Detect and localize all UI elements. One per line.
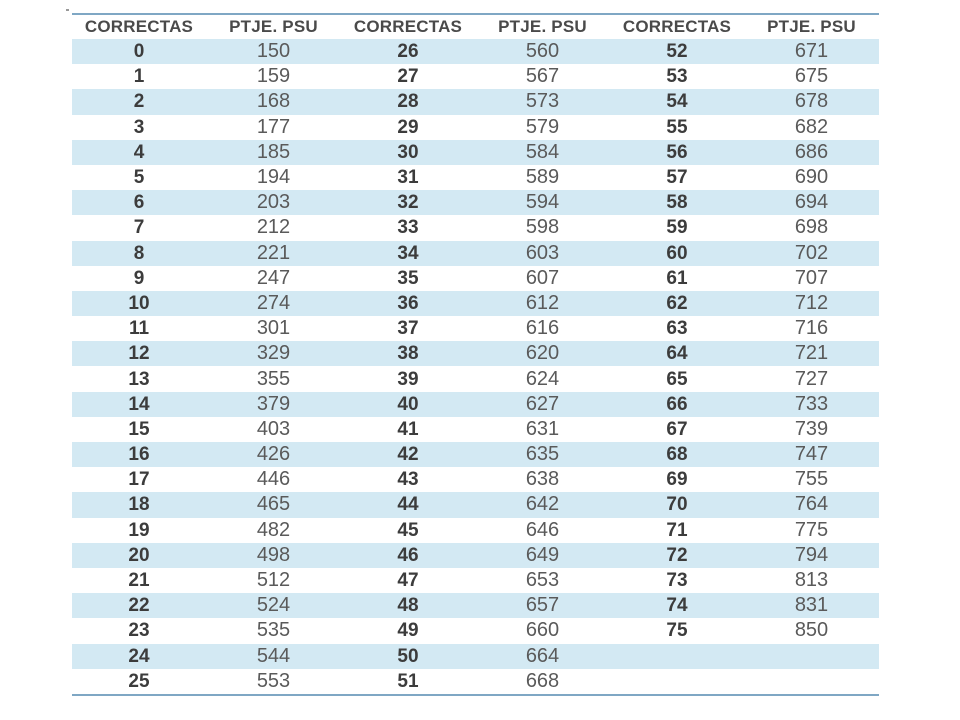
correctas-cell: 31 [341,165,475,190]
puntaje-cell: 379 [206,392,341,417]
correctas-cell: 66 [610,392,744,417]
correctas-cell: 46 [341,543,475,568]
puntaje-cell: 544 [206,644,341,669]
puntaje-cell: 150 [206,39,341,64]
puntaje-cell: 301 [206,316,341,341]
puntaje-cell: 274 [206,291,341,316]
correctas-cell: 4 [72,140,206,165]
table-row [72,568,879,593]
correctas-cell: 40 [341,392,475,417]
correctas-cell: 43 [341,467,475,492]
correctas-cell: 39 [341,366,475,391]
puntaje-cell: 512 [206,568,341,593]
puntaje-cell: 721 [744,341,879,366]
puntaje-cell: 403 [206,417,341,442]
correctas-cell: 35 [341,266,475,291]
correctas-cell: 63 [610,316,744,341]
correctas-cell: 47 [341,568,475,593]
correctas-cell: 59 [610,215,744,240]
puntaje-cell: 620 [475,341,610,366]
correctas-cell: 2 [72,89,206,114]
puntaje-cell: 716 [744,316,879,341]
puntaje-cell: 426 [206,442,341,467]
puntaje-cell: 733 [744,392,879,417]
puntaje-cell: 573 [475,89,610,114]
puntaje-cell: 794 [744,543,879,568]
puntaje-cell: 653 [475,568,610,593]
correctas-cell: 51 [341,669,475,695]
table-row [72,543,879,568]
table-row [72,115,879,140]
puntaje-cell: 690 [744,165,879,190]
puntaje-cell: 194 [206,165,341,190]
puntaje-cell: 624 [475,366,610,391]
puntaje-cell: 221 [206,241,341,266]
puntaje-cell: 675 [744,64,879,89]
puntaje-cell [744,644,879,669]
table-row [72,593,879,618]
table-row [72,644,879,669]
puntaje-cell: 664 [475,644,610,669]
table-row [72,316,879,341]
puntaje-cell: 850 [744,618,879,643]
puntaje-cell: 635 [475,442,610,467]
correctas-cell: 21 [72,568,206,593]
puntaje-cell: 831 [744,593,879,618]
correctas-cell [610,669,744,695]
puntaje-cell: 560 [475,39,610,64]
table-row [72,341,879,366]
puntaje-cell: 355 [206,366,341,391]
puntaje-cell: 159 [206,64,341,89]
puntaje-cell: 646 [475,518,610,543]
correctas-cell: 44 [341,492,475,517]
puntaje-cell: 739 [744,417,879,442]
puntaje-cell: 247 [206,266,341,291]
puntaje-cell: 329 [206,341,341,366]
correctas-cell: 24 [72,644,206,669]
correctas-cell: 3 [72,115,206,140]
correctas-cell: 18 [72,492,206,517]
correctas-cell [610,644,744,669]
puntaje-cell: 698 [744,215,879,240]
puntaje-cell: 498 [206,543,341,568]
stray-mark [66,9,69,11]
table-row [72,39,879,64]
correctas-cell: 73 [610,568,744,593]
correctas-cell: 61 [610,266,744,291]
puntaje-cell: 607 [475,266,610,291]
correctas-cell: 11 [72,316,206,341]
correctas-cell: 33 [341,215,475,240]
correctas-cell: 13 [72,366,206,391]
correctas-cell: 9 [72,266,206,291]
correctas-cell: 75 [610,618,744,643]
correctas-cell: 65 [610,366,744,391]
correctas-cell: 34 [341,241,475,266]
correctas-cell: 8 [72,241,206,266]
correctas-cell: 45 [341,518,475,543]
puntaje-cell [744,669,879,695]
header-puntaje: PTJE. PSU [475,14,610,39]
correctas-cell: 20 [72,543,206,568]
correctas-cell: 1 [72,64,206,89]
header-correctas: CORRECTAS [72,14,206,39]
puntaje-cell: 627 [475,392,610,417]
table-row [72,392,879,417]
correctas-cell: 55 [610,115,744,140]
table-row [72,417,879,442]
table-row [72,518,879,543]
table-row [72,165,879,190]
table-row [72,64,879,89]
puntaje-cell: 678 [744,89,879,114]
correctas-cell: 50 [341,644,475,669]
correctas-cell: 36 [341,291,475,316]
puntaje-cell: 707 [744,266,879,291]
puntaje-cell: 589 [475,165,610,190]
correctas-cell: 68 [610,442,744,467]
puntaje-cell: 524 [206,593,341,618]
correctas-cell: 14 [72,392,206,417]
table-body [72,39,879,695]
correctas-cell: 30 [341,140,475,165]
puntaje-cell: 567 [475,64,610,89]
puntaje-cell: 671 [744,39,879,64]
correctas-cell: 6 [72,190,206,215]
puntaje-cell: 612 [475,291,610,316]
puntaje-cell: 712 [744,291,879,316]
correctas-cell: 57 [610,165,744,190]
table-row [72,366,879,391]
puntaje-cell: 686 [744,140,879,165]
puntaje-cell: 668 [475,669,610,695]
header-row [72,14,879,39]
puntaje-cell: 594 [475,190,610,215]
header-correctas: CORRECTAS [610,14,744,39]
puntaje-cell: 642 [475,492,610,517]
puntaje-cell: 775 [744,518,879,543]
correctas-cell: 41 [341,417,475,442]
table-row [72,266,879,291]
table-row [72,215,879,240]
header-puntaje: PTJE. PSU [206,14,341,39]
table-row [72,89,879,114]
puntaje-cell: 553 [206,669,341,695]
puntaje-cell: 813 [744,568,879,593]
correctas-cell: 49 [341,618,475,643]
puntaje-cell: 727 [744,366,879,391]
score-conversion-table [72,13,879,696]
correctas-cell: 12 [72,341,206,366]
correctas-cell: 32 [341,190,475,215]
table-row [72,467,879,492]
correctas-cell: 23 [72,618,206,643]
puntaje-cell: 203 [206,190,341,215]
correctas-cell: 7 [72,215,206,240]
correctas-cell: 52 [610,39,744,64]
table-row [72,492,879,517]
puntaje-cell: 764 [744,492,879,517]
puntaje-cell: 649 [475,543,610,568]
puntaje-cell: 682 [744,115,879,140]
correctas-cell: 74 [610,593,744,618]
correctas-cell: 17 [72,467,206,492]
puntaje-cell: 755 [744,467,879,492]
puntaje-cell: 616 [475,316,610,341]
correctas-cell: 56 [610,140,744,165]
correctas-cell: 22 [72,593,206,618]
puntaje-cell: 168 [206,89,341,114]
correctas-cell: 37 [341,316,475,341]
correctas-cell: 28 [341,89,475,114]
puntaje-cell: 535 [206,618,341,643]
puntaje-cell: 482 [206,518,341,543]
puntaje-cell: 598 [475,215,610,240]
correctas-cell: 70 [610,492,744,517]
puntaje-cell: 465 [206,492,341,517]
puntaje-cell: 603 [475,241,610,266]
header-puntaje: PTJE. PSU [744,14,879,39]
puntaje-cell: 631 [475,417,610,442]
puntaje-cell: 446 [206,467,341,492]
correctas-cell: 26 [341,39,475,64]
correctas-cell: 69 [610,467,744,492]
correctas-cell: 15 [72,417,206,442]
table-row [72,291,879,316]
correctas-cell: 38 [341,341,475,366]
puntaje-cell: 579 [475,115,610,140]
table-row [72,241,879,266]
correctas-cell: 19 [72,518,206,543]
correctas-cell: 71 [610,518,744,543]
correctas-cell: 53 [610,64,744,89]
correctas-cell: 29 [341,115,475,140]
puntaje-cell: 747 [744,442,879,467]
puntaje-cell: 702 [744,241,879,266]
correctas-cell: 62 [610,291,744,316]
correctas-cell: 5 [72,165,206,190]
table-row [72,618,879,643]
puntaje-cell: 584 [475,140,610,165]
puntaje-cell: 212 [206,215,341,240]
correctas-cell: 60 [610,241,744,266]
correctas-cell: 25 [72,669,206,695]
correctas-cell: 16 [72,442,206,467]
correctas-cell: 48 [341,593,475,618]
table-row [72,669,879,695]
puntaje-cell: 638 [475,467,610,492]
correctas-cell: 27 [341,64,475,89]
puntaje-cell: 660 [475,618,610,643]
table-row [72,190,879,215]
puntaje-cell: 694 [744,190,879,215]
correctas-cell: 72 [610,543,744,568]
correctas-cell: 67 [610,417,744,442]
correctas-cell: 42 [341,442,475,467]
puntaje-cell: 185 [206,140,341,165]
correctas-cell: 10 [72,291,206,316]
correctas-cell: 58 [610,190,744,215]
correctas-cell: 64 [610,341,744,366]
puntaje-cell: 657 [475,593,610,618]
header-correctas: CORRECTAS [341,14,475,39]
table-row [72,140,879,165]
puntaje-cell: 177 [206,115,341,140]
correctas-cell: 0 [72,39,206,64]
correctas-cell: 54 [610,89,744,114]
table-row [72,442,879,467]
